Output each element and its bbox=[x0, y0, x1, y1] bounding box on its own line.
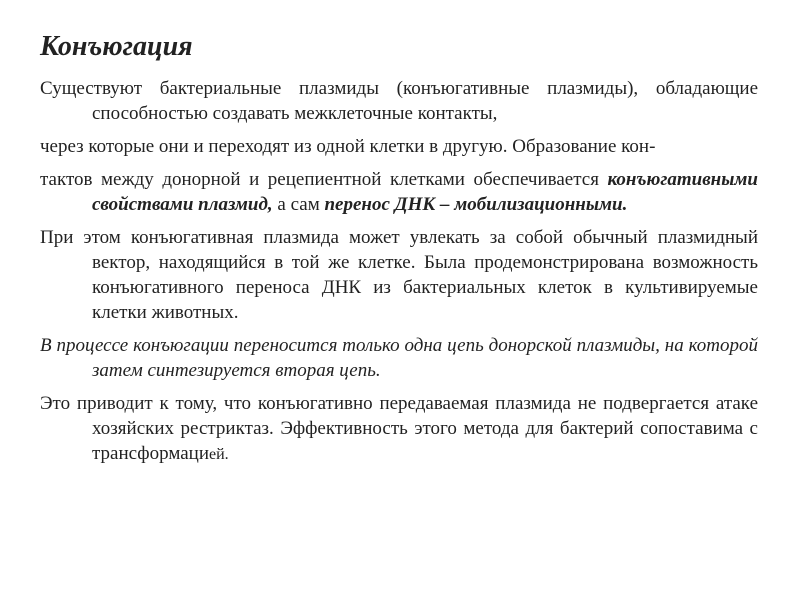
slide-body bbox=[40, 76, 758, 475]
paragraph-6 bbox=[40, 391, 758, 467]
slide-title: Конъюгация bbox=[40, 31, 193, 62]
paragraph-1: Существуют бактериальные плазмиды (конъюгативные плазмиды), обладающие способностью создавать межклеточные контакты, bbox=[40, 78, 758, 124]
paragraph-5: В процессе конъюгации переносится только одна цепь донорской плазмиды, на которой затем синтезируется вторая цепь. bbox=[40, 335, 758, 381]
paragraph-3-text-b: а сам bbox=[272, 194, 325, 215]
paragraph-4: При этом конъюгативная плазмида может увлекать за собой обычный плазмидный вектор, находящийся в той же клетке. Была продемонстрирована возможность конъюгативного переноса ДНК из бактериальных клеток в культивируемые клетки животных. bbox=[40, 227, 758, 323]
paragraph-3-bold-b: перенос ДНК – мобилизационными. bbox=[324, 194, 628, 215]
paragraph-3-bold-a: конъюгативными свойствами плазмид, bbox=[92, 169, 758, 215]
paragraph-2: через которые они и переходят из одной клетки в другую. Образование кон- bbox=[40, 136, 656, 157]
paragraph-3-text-a: тактов между донорной и рецепиентной клетками обеспечивается bbox=[40, 169, 608, 190]
paragraph-6-text: Это приводит к тому, что конъюгативно передаваемая плазмида не подвергается атаке хозяйских рестриктаз. Эффективность этого метода для бактерий сопоставима с трансформаци bbox=[40, 393, 758, 464]
paragraph-6-tail: ей. bbox=[209, 446, 229, 463]
paragraph-3 bbox=[40, 167, 758, 217]
